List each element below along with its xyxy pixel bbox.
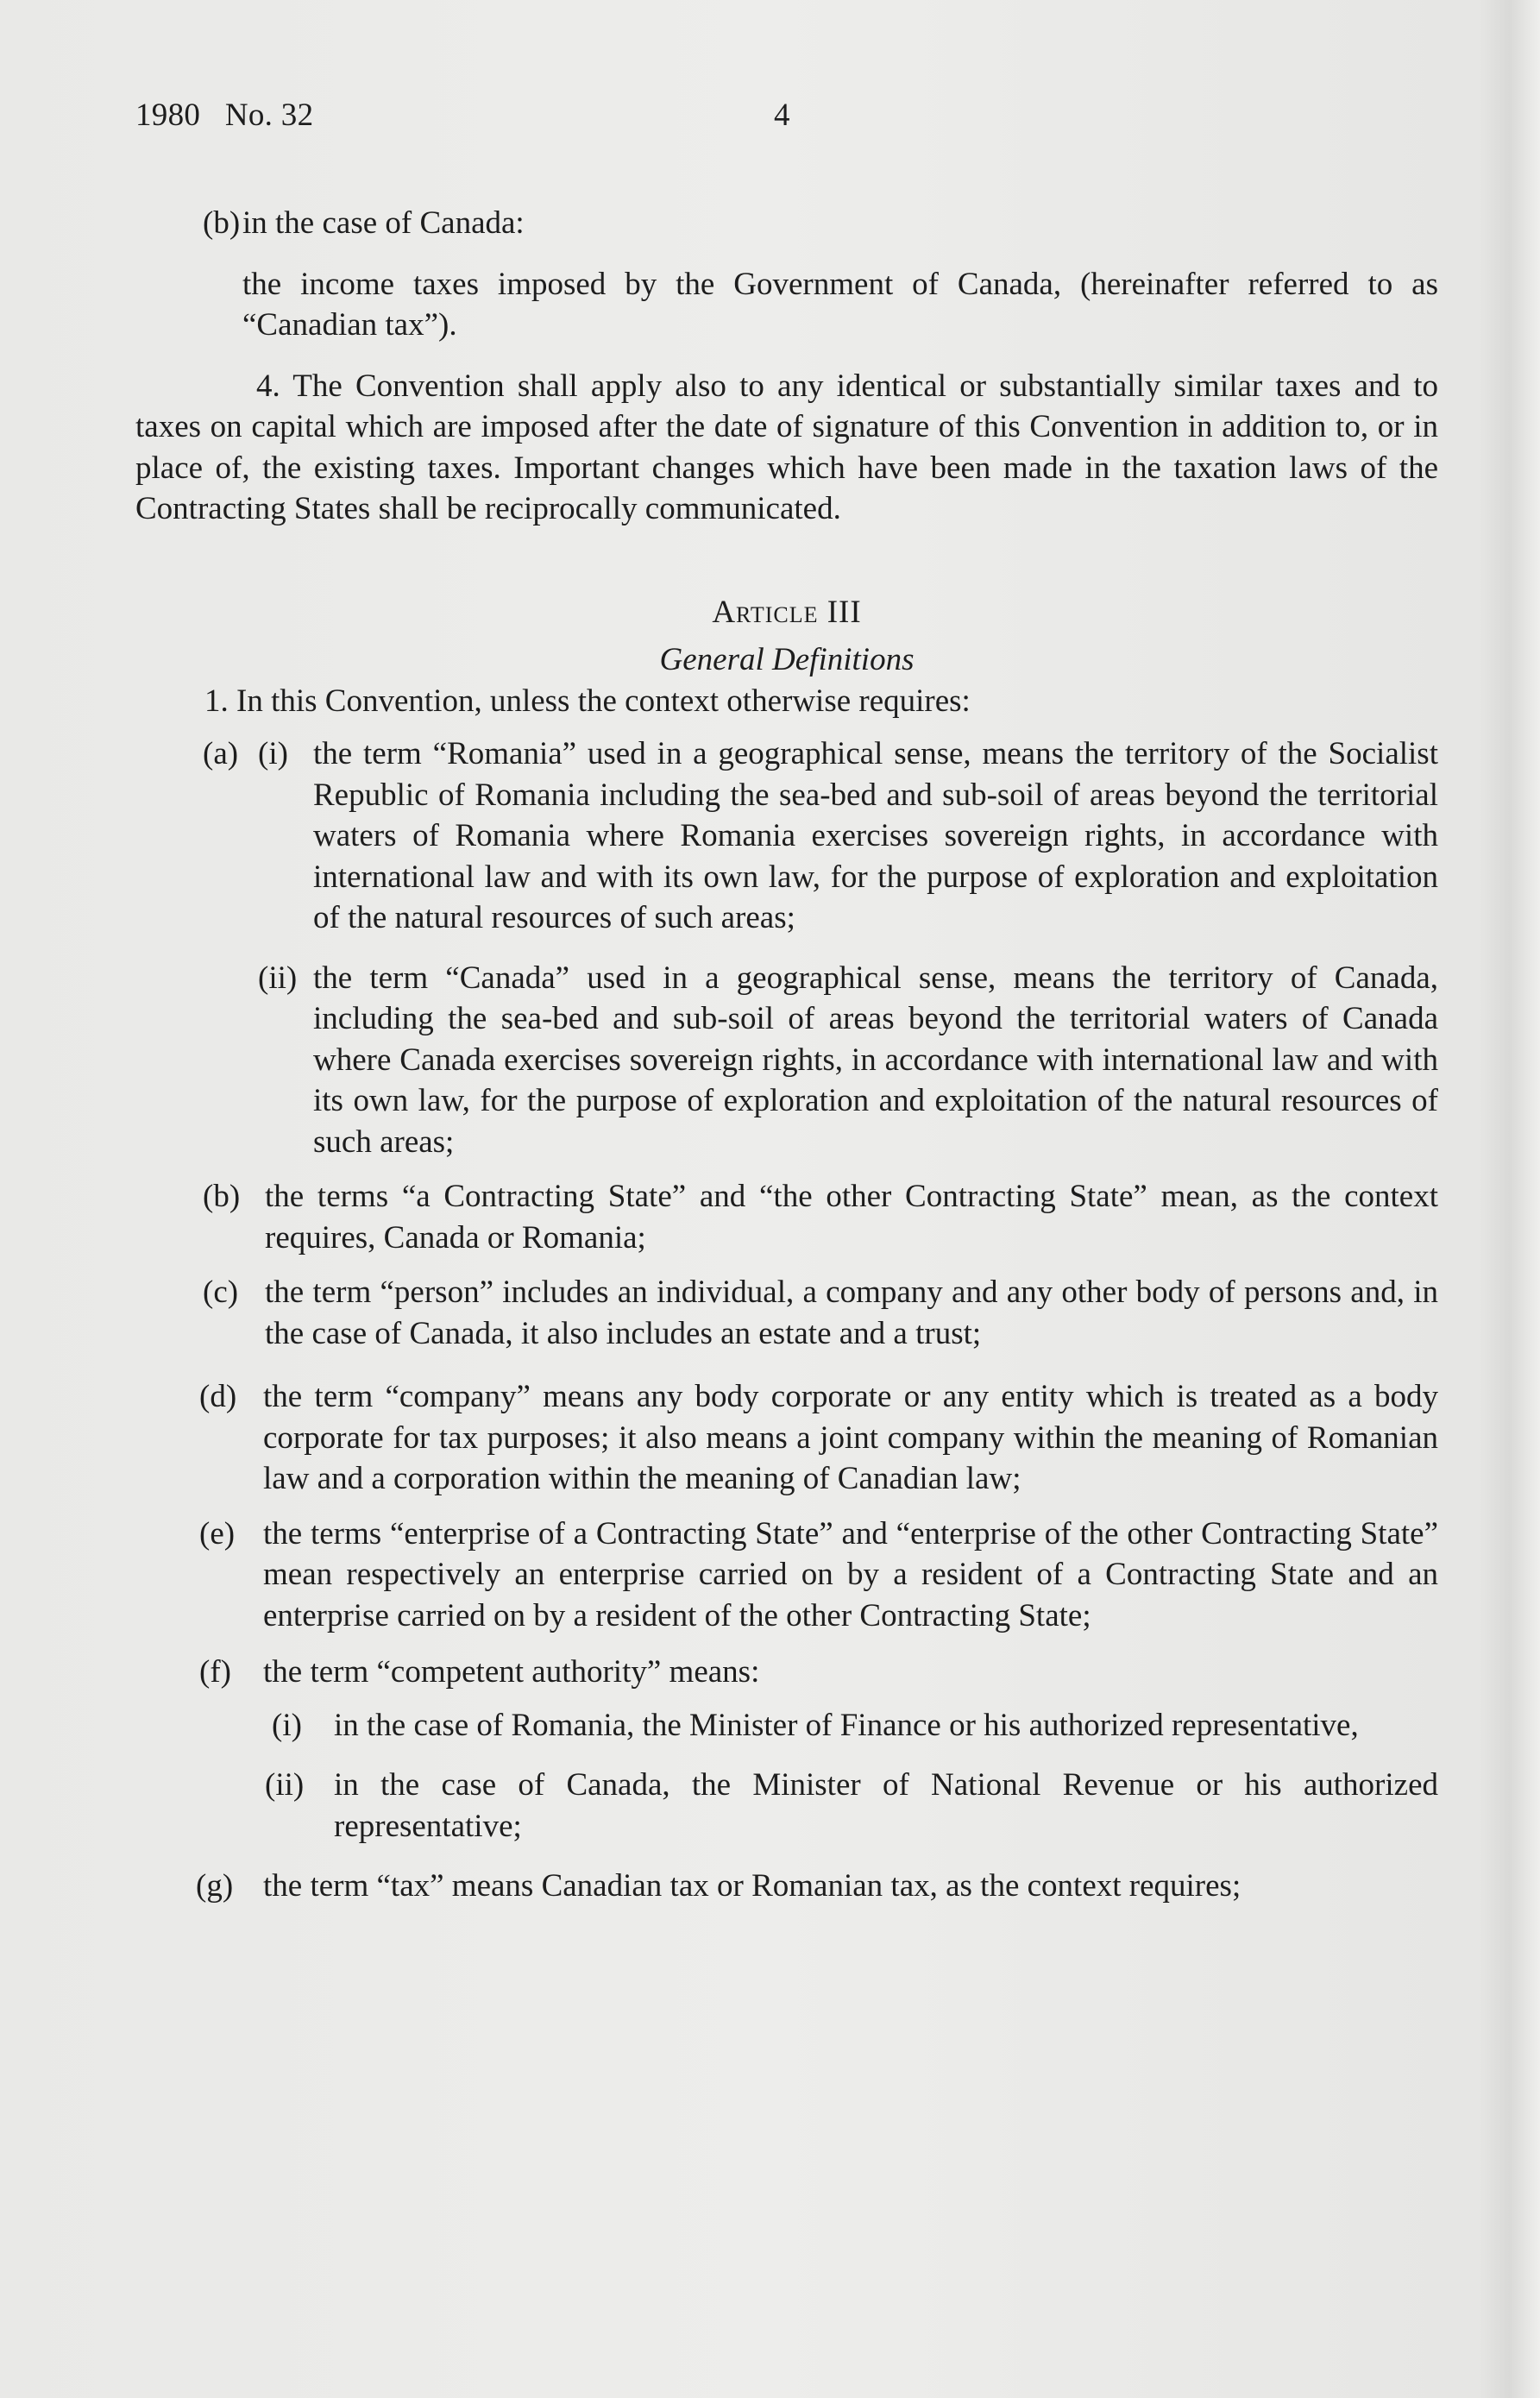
clause-label: (f) <box>199 1654 231 1690</box>
clause-a <box>203 733 1438 1162</box>
article-subtitle: General Definitions <box>659 642 915 677</box>
subclause-text: in the case of Romania, the Minister of Finance or his authorized representative, <box>334 1707 1359 1743</box>
clause-text: the term “company” means any body corporate or any entity which is treated as a body corporate for tax purposes; it also means a joint company within the meaning of Romanian law and a corporation within the meaning of Canadian law; <box>263 1379 1438 1496</box>
subclause-text: the term “Romania” used in a geographical sense, means the territory of the Socialist Republic of Romania including the sea-bed and sub-soil of areas beyond the territorial waters of Romania where Romania exercises sovereign rights, in accordance with international law and with its own law, for the purpose of exploration and exploitation of the natural resources of such areas; <box>313 736 1438 935</box>
clause-b <box>203 1176 1438 1258</box>
subclause-label: (i) <box>258 736 288 771</box>
clause-f-i <box>272 1705 1438 1747</box>
clause-b-body: the income taxes imposed by the Government of Canada, (hereinafter referred to as “Canadian tax”). <box>242 266 1438 343</box>
article-title: Article III <box>712 594 862 630</box>
clause-a-ii <box>222 958 1438 1163</box>
subclause-text: in the case of Canada, the Minister of National Revenue or his authorized representative; <box>334 1767 1438 1844</box>
clause-label: (a) <box>203 736 239 771</box>
clause-g <box>196 1866 1438 1907</box>
header-citation: 1980 No. 32 <box>135 98 314 133</box>
paragraph-4: 4. The Convention shall apply also to any identical or substantially similar taxes and to taxes on capital which are imposed after the date of signature of this Convention in addition to, or in place of, the existing taxes. Important changes which have been made in the taxation laws of the Contracting States shall be reciprocally communicated. <box>135 368 1438 526</box>
clause-label: (g) <box>196 1868 234 1904</box>
clause-text: the term “person” includes an individual, a company and any other body of persons and, in the case of Canada, it also includes an estate and a trust; <box>265 1275 1438 1351</box>
clause-f <box>199 1652 1438 1693</box>
subclause-label: (i) <box>272 1707 302 1743</box>
clause-f-ii <box>265 1765 1438 1847</box>
subclause-text: the term “Canada” used in a geographical sense, means the territory of Canada, including the sea-bed and sub-soil of areas beyond the territorial waters of Canada where Canada exercises sovereign rights, in accordance with international law and with its own law, for the purpose of exploration and exploitation of the natural resources of such areas; <box>313 960 1438 1160</box>
page-header <box>135 97 790 134</box>
clause-label: (b) <box>203 1179 241 1214</box>
subclause-label: (ii) <box>258 960 298 996</box>
clause-label: (c) <box>203 1275 239 1310</box>
clause-text: in the case of Canada: <box>242 205 525 241</box>
page-number: 4 <box>774 98 790 133</box>
clause-c <box>203 1272 1438 1354</box>
paragraph-1: 1. In this Convention, unless the context otherwise requires: <box>204 683 971 719</box>
subclause-label: (ii) <box>265 1767 305 1803</box>
clause-text: the terms “enterprise of a Contracting State” and “enterprise of the other Contracting State” mean respectively an enterprise carried on by a resident of a Contracting State and an enterprise carried on by a resident of the other Contracting State; <box>263 1515 1438 1633</box>
clause-e <box>199 1514 1438 1637</box>
clause-d <box>199 1376 1438 1500</box>
clause-b-intro <box>203 203 1438 244</box>
clause-label: (d) <box>199 1379 237 1414</box>
clause-label: (e) <box>199 1515 236 1551</box>
document-body <box>135 203 1438 1907</box>
clause-text: the terms “a Contracting State” and “the other Contracting State” mean, as the context requires, Canada or Romania; <box>265 1179 1438 1256</box>
clause-text: the term “tax” means Canadian tax or Romanian tax, as the context requires; <box>263 1868 1241 1904</box>
clause-text: the term “competent authority” means: <box>263 1654 760 1690</box>
clause-a-i <box>258 733 1438 939</box>
clause-label: (b) <box>203 205 241 241</box>
